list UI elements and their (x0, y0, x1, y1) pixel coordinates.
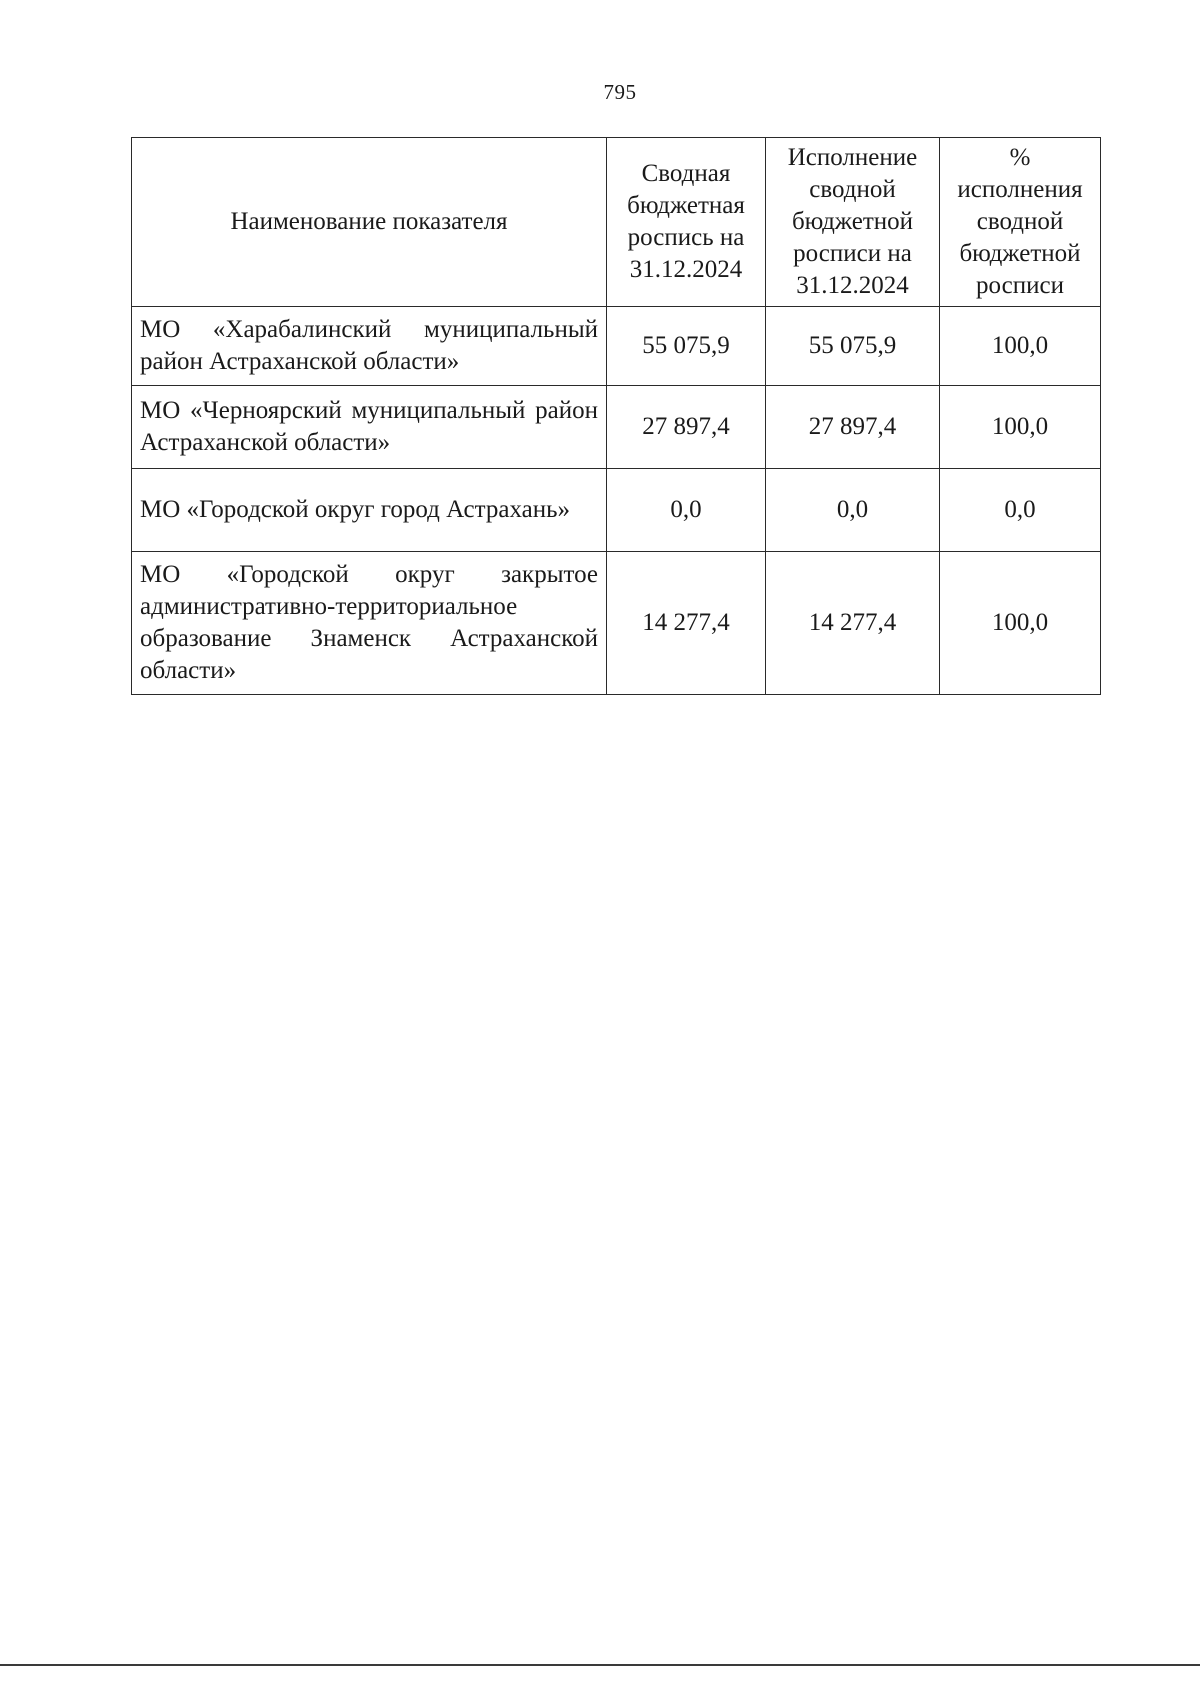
row-exec-value: 27 897,4 (766, 386, 940, 469)
row-pct-value: 100,0 (940, 386, 1101, 469)
table-row (132, 469, 1101, 552)
footer-rule (0, 1664, 1200, 1666)
row-exec-value: 14 277,4 (766, 552, 940, 695)
row-plan-value: 14 277,4 (607, 552, 766, 695)
header-indicator-name: Наименование показателя (132, 138, 607, 307)
row-plan-value: 27 897,4 (607, 386, 766, 469)
table-row (132, 307, 1101, 386)
header-execution-percent: % исполнения сводной бюджетной росписи (940, 138, 1101, 307)
row-pct-value: 0,0 (940, 469, 1101, 552)
header-budget-plan: Сводная бюджетная роспись на 31.12.2024 (607, 138, 766, 307)
header-budget-execution: Исполнение сводной бюджетной росписи на 31.12.2024 (766, 138, 940, 307)
table-row (132, 386, 1101, 469)
page-number: 795 (603, 80, 637, 104)
row-name: МО «Городской округ город Астрахань» (132, 469, 607, 552)
row-name: МО «Харабалинский муниципальный район Астраханской области» (132, 307, 607, 386)
row-name: МО «Городской округ закрытое административно-территориальное образование Знаменск Астраханской области» (132, 552, 607, 695)
row-exec-value: 0,0 (766, 469, 940, 552)
row-exec-value: 55 075,9 (766, 307, 940, 386)
row-plan-value: 0,0 (607, 469, 766, 552)
budget-table (131, 137, 1101, 695)
row-pct-value: 100,0 (940, 307, 1101, 386)
row-pct-value: 100,0 (940, 552, 1101, 695)
table-row (132, 552, 1101, 695)
row-name: МО «Черноярский муниципальный район Астраханской области» (132, 386, 607, 469)
row-plan-value: 55 075,9 (607, 307, 766, 386)
table-header-row (132, 138, 1101, 307)
